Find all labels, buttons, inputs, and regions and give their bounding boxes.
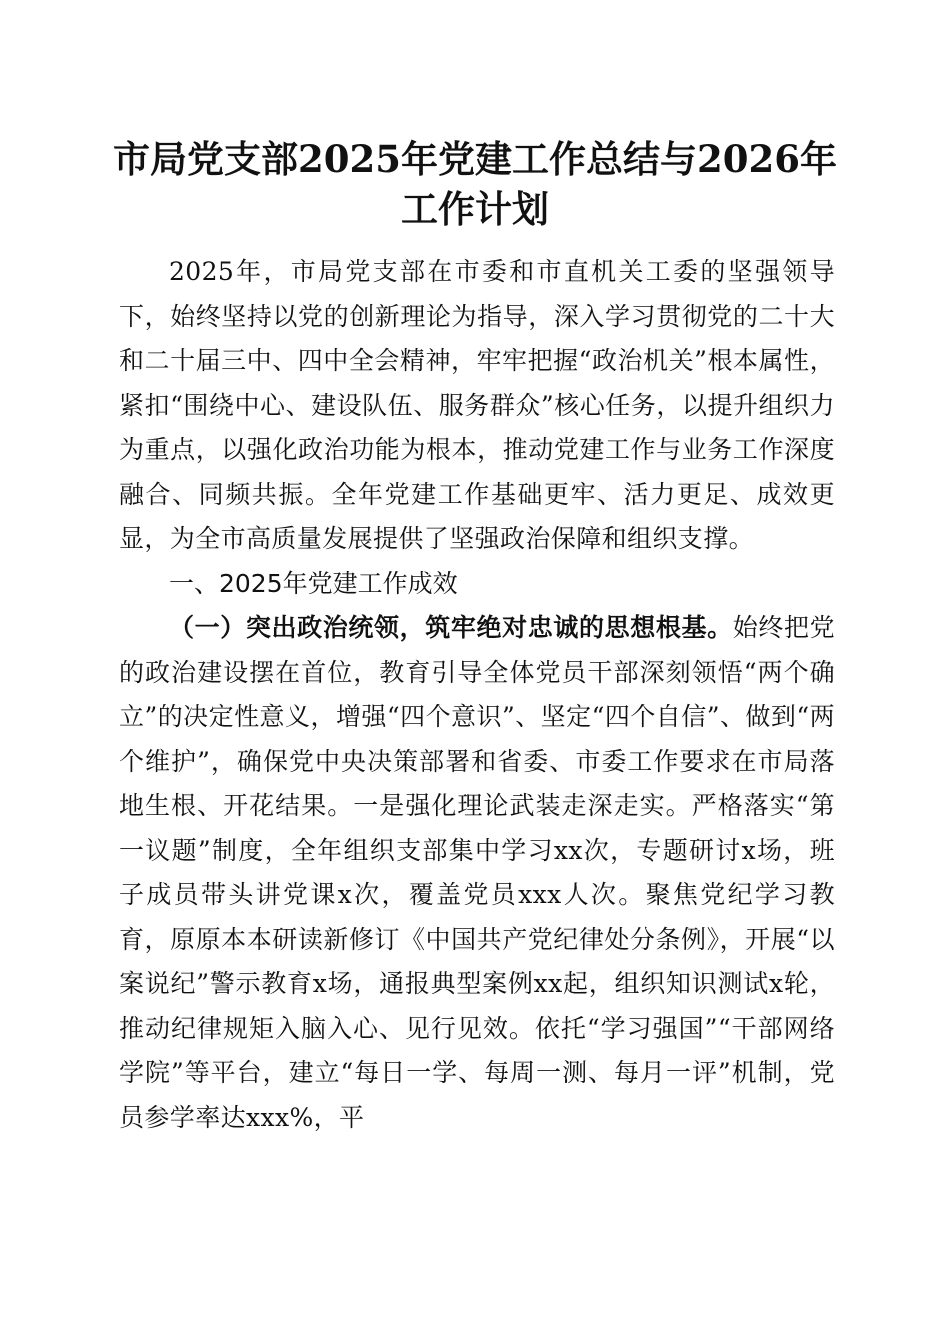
document-body [119,250,835,1140]
intro-paragraph: 2025年，市局党支部在市委和市直机关工委的坚强领导下，始终坚持以党的创新理论为指导，深入学习贯彻党的二十大和二十届三中、四中全会精神，牢牢把握“政治机关”根本属性，紧扣“围绕中心、建设队伍、服务群众”核心任务，以提升组织力为重点，以强化政治功能为根本，推动党建工作与业务工作深度融合、同频共振。全年党建工作基础更牢、活力更足、成效更显，为全市高质量发展提供了坚强政治保障和组织支撑。 [119,257,835,553]
subsection-paragraph-1 [119,606,835,1140]
section-heading-1: 一、2025年党建工作成效 [169,568,458,598]
subsection-text-1: 始终把党的政治建设摆在首位，教育引导全体党员干部深刻领悟“两个确立”的决定性意义，增强“四个意识”、坚定“四个自信”、做到“两个维护”，确保党中央决策部署和省委、市委工作要求在市局落地生根、开花结果。一是强化理论武装走深走实。严格落实“第一议题”制度，全年组织支部集中学习xx次，专题研讨x场，班子成员带头讲党课x次，覆盖党员xxx人次。聚焦党纪学习教育，原原本本研读新修订《中国共产党纪律处分条例》，开展“以案说纪”警示教育x场，通报典型案例xx起，组织知识测试x轮，推动纪律规矩入脑入心、见行见效。依托“学习强国”“干部网络学院”等平台，建立“每日一学、每周一测、每月一评”机制，党员参学率达xxx%，平 [119,613,835,1132]
subsection-lead-1: （一）突出政治统领，筑牢绝对忠诚的思想根基。 [169,613,733,642]
document-title: 市局党支部2025年党建工作总结与2026年工作计划 [113,137,837,231]
